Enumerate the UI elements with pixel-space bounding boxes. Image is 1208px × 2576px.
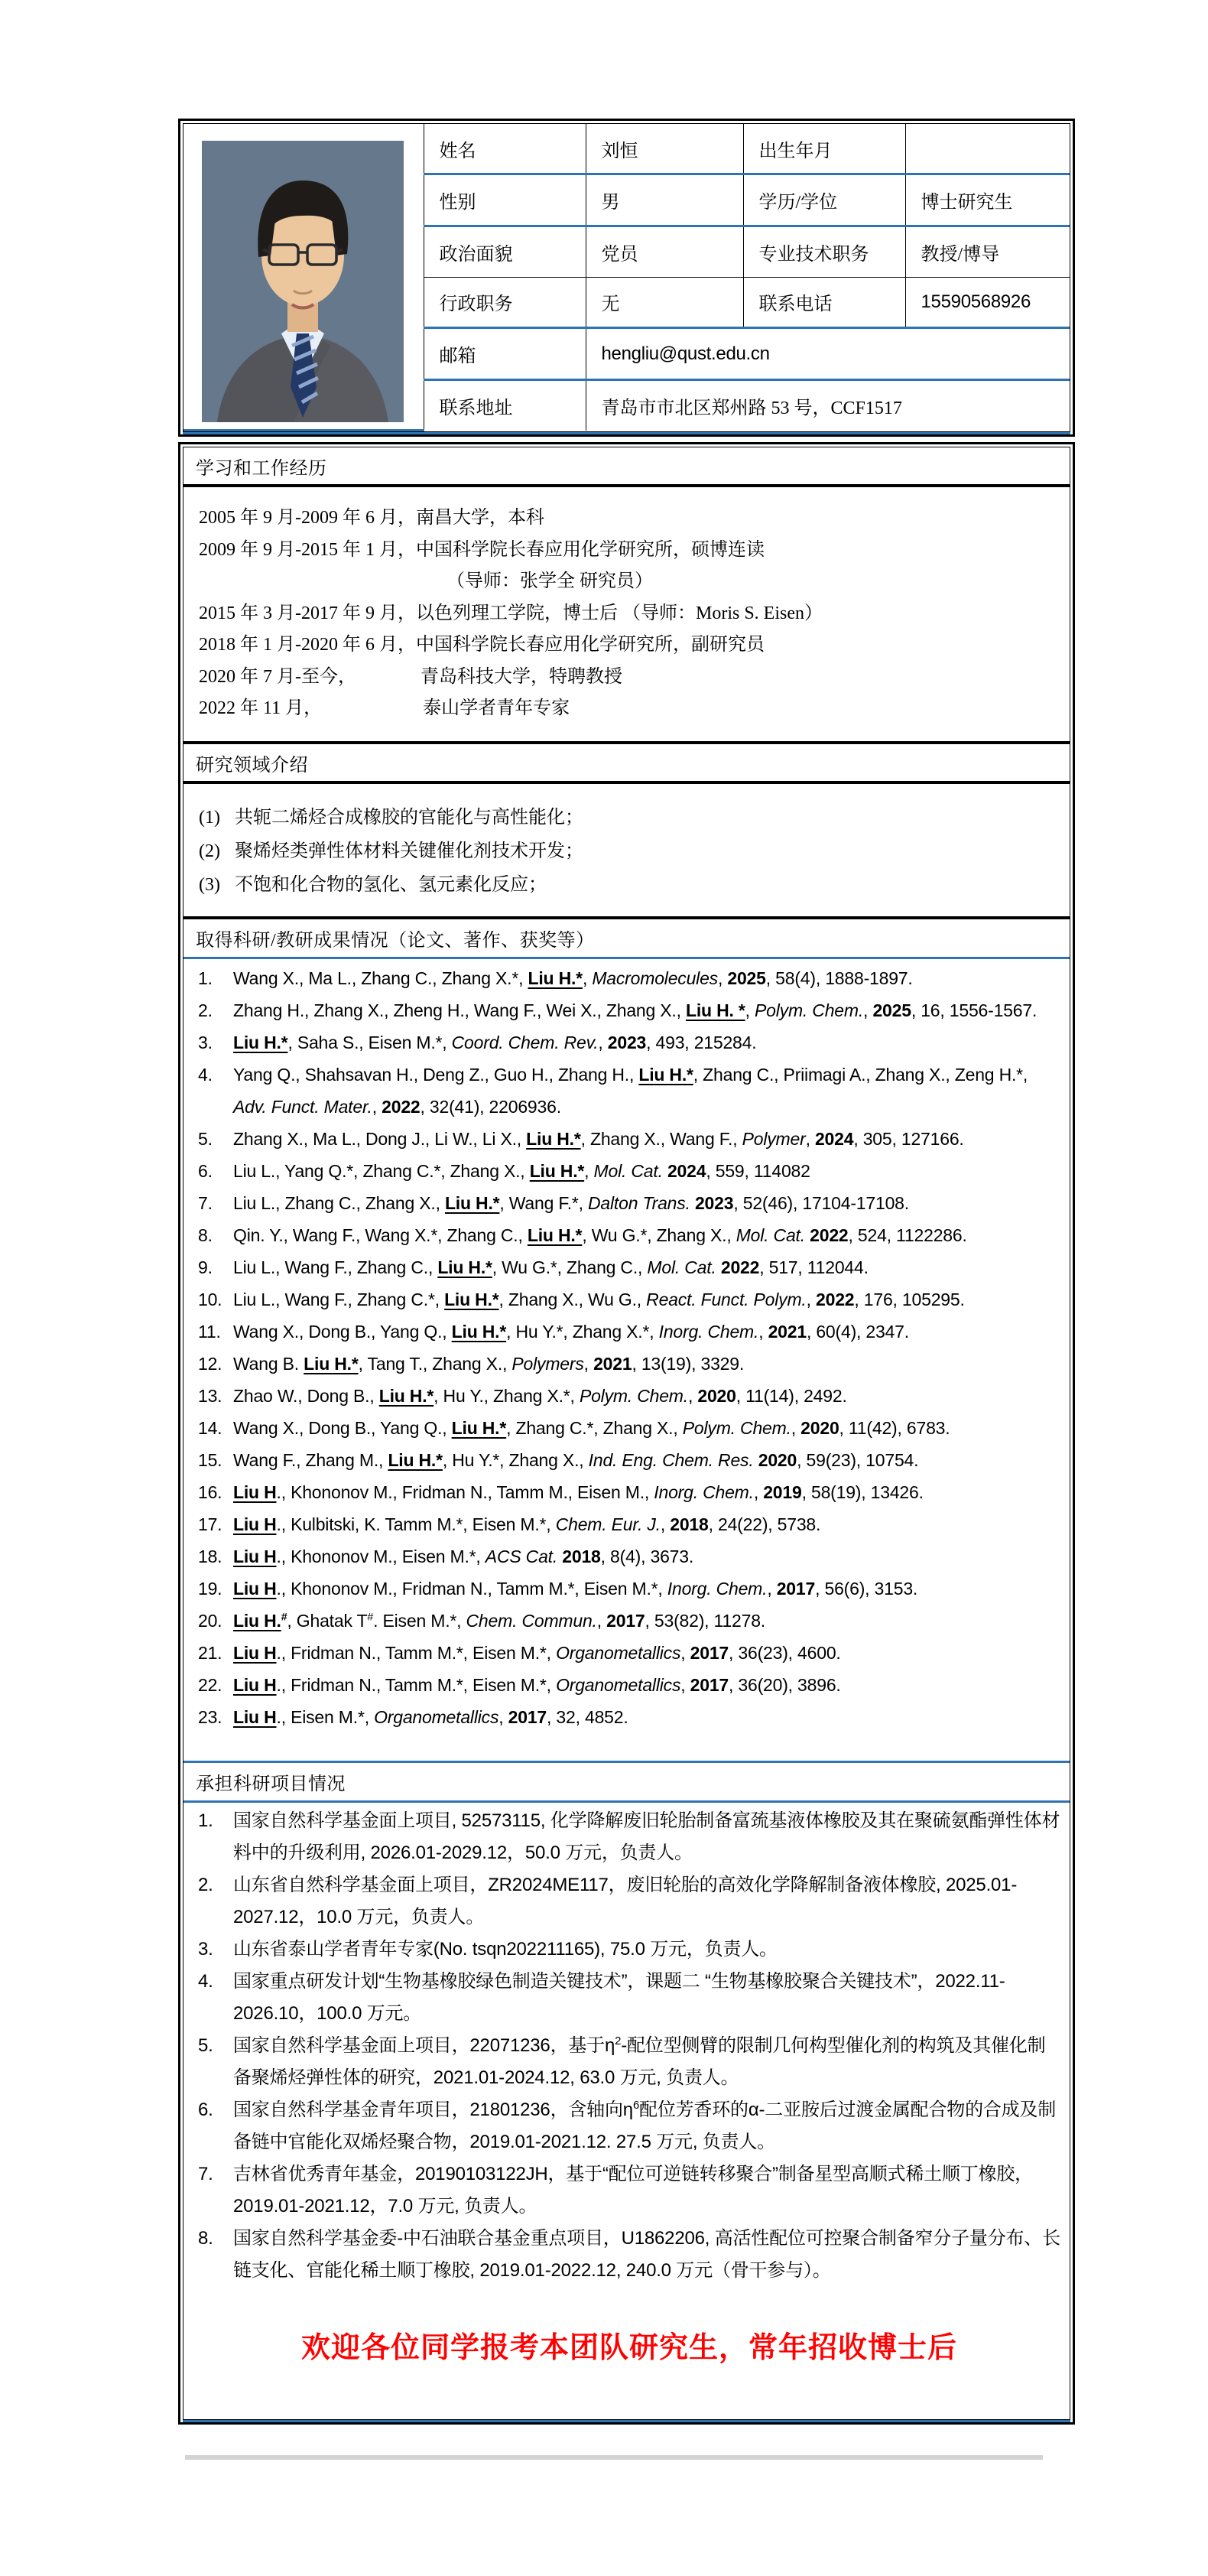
publication-number: 10. <box>198 1290 222 1309</box>
publication-reference: Liu L., Zhang C., Zhang X., Liu H.*, Wang F.*, Dalton Trans. 2023, 52(46), 17104-17108. <box>233 1193 909 1213</box>
publication-reference: Liu H.#, Ghatak T#. Eisen M.*, Chem. Commun., 2017, 53(82), 11278. <box>233 1611 766 1631</box>
portrait-photo <box>202 141 404 422</box>
experience-section <box>183 487 1070 744</box>
research-area-number: (2) <box>199 841 220 861</box>
publication-reference: Liu L., Wang F., Zhang C.*, Liu H.*, Zhang X., Wu G., React. Funct. Polym., 2022, 176, 105295. <box>233 1290 965 1309</box>
table-bottom-accent <box>183 2420 1070 2422</box>
project-description: 国家重点研发计划“生物基橡胶绿色制造关键技术”，课题二 “生物基橡胶聚合关键技术”，2022.11-2026.10，100.0 万元。 <box>233 1971 1005 2024</box>
publication-item <box>198 1123 1059 1155</box>
research-area-number: (1) <box>199 808 220 828</box>
publication-number: 2. <box>198 1000 213 1020</box>
info-label-birth: 出生年月 <box>743 124 905 174</box>
publication-reference: Zhang X., Ma L., Dong J., Li W., Li X., Liu H.*, Zhang X., Wang F., Polymer, 2024, 305, 127166. <box>233 1129 964 1149</box>
research-area-item <box>199 868 1054 902</box>
experience-line: 2020 年 7 月-至今， 青岛科技大学，特聘教授 <box>199 666 622 687</box>
publication-reference: Liu H., Kulbitski, K. Tamm M.*, Eisen M.*, Chem. Eur. J., 2018, 24(22), 5738. <box>233 1514 821 1534</box>
research-area-item <box>199 801 1054 834</box>
project-description: 国家自然科学基金面上项目，22071236，基于$\eta^2-$配位型侧臂的限制几何构型催化剂的构筑及其催化制备聚烯烃弹性体的研究，2021.01-2024.12, 63.0 万元, 负责人。 <box>233 2035 1046 2088</box>
info-label-title: 专业技术职务 <box>743 226 905 277</box>
publication-number: 12. <box>198 1354 222 1374</box>
project-item <box>198 2158 1060 2223</box>
info-value-political: 党员 <box>586 226 743 277</box>
project-item <box>198 2223 1060 2287</box>
info-value-phone: 15590568926 <box>905 277 1070 327</box>
project-number: 1. <box>198 1810 213 1831</box>
section-title-projects: 承担科研项目情况 <box>183 1763 1070 1803</box>
project-item <box>198 1869 1060 1934</box>
publication-reference: Wang X., Ma L., Zhang C., Zhang X.*, Liu H.*, Macromolecules, 2025, 58(4), 1888-1897. <box>233 968 913 988</box>
research-area-text: 共轭二烯烃合成橡胶的官能化与高性能化； <box>235 808 583 828</box>
project-item <box>198 1934 1060 1966</box>
publications-section <box>183 959 1070 1763</box>
info-label-degree: 学历/学位 <box>743 174 905 226</box>
publication-number: 14. <box>198 1418 222 1438</box>
info-value-name: 刘恒 <box>586 124 743 174</box>
publication-item <box>198 1155 1059 1187</box>
projects-section <box>183 1803 1070 2419</box>
recruitment-notice: 欢迎各位同学报考本团队研究生，常年招收博士后 <box>300 2332 957 2364</box>
page-bottom-divider <box>185 2455 1043 2460</box>
personal-info-table <box>178 119 1075 437</box>
publication-reference: Zhao W., Dong B., Liu H.*, Hu Y., Zhang X.*, Polym. Chem., 2020, 11(14), 2492. <box>233 1386 847 1406</box>
experience-line: 2018 年 1 月-2020 年 6 月，中国科学院长春应用化学研究所，副研究员 <box>199 635 765 655</box>
publication-number: 7. <box>198 1193 213 1213</box>
publication-reference: Wang B. Liu H.*, Tang T., Zhang X., Polymers, 2021, 13(19), 3329. <box>233 1354 745 1374</box>
publication-item <box>198 1605 1059 1637</box>
publication-number: 16. <box>198 1482 222 1502</box>
publication-reference: Liu H., Khononov M., Eisen M.*, ACS Cat. 2018, 8(4), 3673. <box>233 1547 694 1566</box>
publication-number: 18. <box>198 1547 222 1566</box>
publication-number: 23. <box>198 1707 222 1727</box>
research-area-item <box>199 834 1054 868</box>
publication-reference: Liu H., Fridman N., Tamm M.*, Eisen M.*, Organometallics, 2017, 36(23), 4600. <box>233 1643 841 1663</box>
info-value-degree: 博士研究生 <box>905 174 1070 226</box>
publication-reference: Wang X., Dong B., Yang Q., Liu H.*, Zhang C.*, Zhang X., Polym. Chem., 2020, 11(42), 6783. <box>233 1418 950 1438</box>
section-title-publications: 取得科研/教研成果情况（论文、著作、获奖等） <box>183 919 1070 959</box>
publication-reference: Wang F., Zhang M., Liu H.*, Hu Y.*, Zhang X., Ind. Eng. Chem. Res. 2020, 59(23), 10754. <box>233 1450 919 1470</box>
info-label-address: 联系地址 <box>424 380 586 431</box>
project-number: 6. <box>198 2100 213 2120</box>
publication-number: 6. <box>198 1161 213 1181</box>
project-item <box>198 1805 1060 1869</box>
publication-reference: Liu H.*, Saha S., Eisen M.*, Coord. Chem. Rev., 2023, 493, 215284. <box>233 1033 757 1052</box>
publication-number: 22. <box>198 1675 222 1695</box>
section-title-experience: 学习和工作经历 <box>183 447 1070 487</box>
research-areas-section <box>183 784 1070 919</box>
publication-item <box>198 1701 1059 1733</box>
publication-number: 3. <box>198 1033 213 1052</box>
publication-item <box>198 1573 1059 1605</box>
research-area-text: 聚烯烃类弹性体材料关键催化剂技术开发； <box>235 841 583 861</box>
publication-reference: Qin. Y., Wang F., Wang X.*, Zhang C., Liu H.*, Wu G.*, Zhang X., Mol. Cat. 2022, 524, 1122286. <box>233 1225 967 1245</box>
publication-item <box>198 1348 1059 1380</box>
experience-line: 2015 年 3 月-2017 年 9 月，以色列理工学院，博士后 （导师：Moris S. Eisen） <box>199 603 823 623</box>
publication-item <box>198 1637 1059 1669</box>
experience-line: 2005 年 9 月-2009 年 6 月，南昌大学，本科 <box>199 508 544 528</box>
publication-item <box>198 1251 1059 1283</box>
publication-number: 1. <box>198 968 213 988</box>
project-item <box>198 1966 1060 2030</box>
project-number: 2. <box>198 1875 213 1895</box>
research-area-number: (3) <box>199 875 220 895</box>
project-item <box>198 2030 1060 2094</box>
project-item <box>198 2094 1060 2158</box>
info-label-gender: 性别 <box>424 174 586 226</box>
project-description: 山东省自然科学基金面上项目，ZR2024ME117，废旧轮胎的高效化学降解制备液体橡胶, 2025.01-2027.12，10.0 万元，负责人。 <box>233 1875 1018 1927</box>
project-number: 4. <box>198 1971 213 1992</box>
experience-line: （导师：张学全 研究员） <box>199 571 653 591</box>
project-number: 7. <box>198 2164 213 2184</box>
publication-number: 20. <box>198 1611 222 1631</box>
publication-number: 5. <box>198 1129 213 1149</box>
publication-reference: Wang X., Dong B., Yang Q., Liu H.*, Hu Y.*, Zhang X.*, Inorg. Chem., 2021, 60(4), 2347. <box>233 1322 909 1342</box>
info-value-admin: 无 <box>586 277 743 327</box>
publication-item <box>198 1059 1059 1123</box>
project-description: 吉林省优秀青年基金，20190103122JH，基于“配位可逆链转移聚合”制备星型高顺式稀土顺丁橡胶，2019.01-2021.12，7.0 万元, 负责人。 <box>233 2164 1033 2217</box>
publication-item <box>198 1283 1059 1316</box>
publication-number: 17. <box>198 1514 222 1534</box>
info-value-gender: 男 <box>586 174 743 226</box>
publication-item <box>198 994 1059 1026</box>
info-label-admin: 行政职务 <box>424 277 586 327</box>
publication-reference: Liu H., Khononov M., Fridman N., Tamm M.*, Eisen M.*, Inorg. Chem., 2017, 56(6), 3153. <box>233 1579 918 1599</box>
publication-item <box>198 1508 1059 1540</box>
publication-number: 19. <box>198 1579 222 1599</box>
publication-number: 15. <box>198 1450 222 1470</box>
project-number: 8. <box>198 2228 213 2249</box>
info-value-address: 青岛市市北区郑州路 53 号，CCF1517 <box>586 380 1070 431</box>
project-description: 国家自然科学基金青年项目，21801236，含轴向$\eta^6$配位芳香环的α-二亚胺后过渡金属配合物的合成及制备链中官能化双烯烃聚合物，2019.01-2021.12. 27.5 万元, 负责人。 <box>233 2100 1057 2152</box>
publication-number: 13. <box>198 1386 222 1406</box>
projects-list <box>198 1805 1060 2287</box>
publication-reference: Yang Q., Shahsavan H., Deng Z., Guo H., Zhang H., Liu H.*, Zhang C., Priimagi A., Zhang X., Zeng H.*, Adv. Funct. Mater., 2022, 32(41), 2206936. <box>233 1065 1028 1117</box>
publication-item <box>198 1412 1059 1444</box>
publication-reference: Zhang H., Zhang X., Zheng H., Wang F., Wei X., Zhang X., Liu H. *, Polym. Chem., 2025, 16, 1556-1567. <box>233 1000 1038 1020</box>
publication-number: 21. <box>198 1643 222 1663</box>
publication-number: 11. <box>198 1322 221 1342</box>
publication-item <box>198 1444 1059 1476</box>
project-number: 5. <box>198 2035 213 2056</box>
publication-item <box>198 1219 1059 1251</box>
section-title-research-areas: 研究领域介绍 <box>183 744 1070 784</box>
publication-number: 8. <box>198 1225 213 1245</box>
publication-item <box>198 1187 1059 1219</box>
experience-line: 2022 年 11 月， 泰山学者青年专家 <box>199 698 570 718</box>
publication-reference: Liu L., Yang Q.*, Zhang C.*, Zhang X., Liu H.*, Mol. Cat. 2024, 559, 114082 <box>233 1161 810 1181</box>
publication-item <box>198 1380 1059 1412</box>
publication-reference: Liu H., Eisen M.*, Organometallics, 2017, 32, 4852. <box>233 1707 628 1727</box>
info-value-birth <box>905 124 1070 174</box>
experience-line: 2009 年 9 月-2015 年 1 月，中国科学院长春应用化学研究所，硕博连读 <box>199 539 765 560</box>
research-area-text: 不饱和化合物的氢化、氢元素化反应； <box>235 875 547 895</box>
project-description: 国家自然科学基金面上项目, 52573115, 化学降解废旧轮胎制备富巯基液体橡胶及其在聚硫氨酯弹性体材料中的升级利用, 2026.01-2029.12，50.0 万元，负责人。 <box>233 1810 1060 1863</box>
photo-cell <box>183 124 424 431</box>
info-value-email: hengliu@qust.edu.cn <box>586 328 1070 380</box>
publication-number: 9. <box>198 1257 213 1277</box>
cv-sections-table <box>178 442 1075 2425</box>
publication-item <box>198 1476 1059 1508</box>
project-number: 3. <box>198 1939 213 1960</box>
info-label-political: 政治面貌 <box>424 226 586 277</box>
info-label-phone: 联系电话 <box>743 277 905 327</box>
project-description: 国家自然科学基金委-中石油联合基金重点项目，U1862206, 高活性配位可控聚合制备窄分子量分布、长链支化、官能化稀土顺丁橡胶, 2019.01-2022.12, 240.0 万元（骨干参与）。 <box>233 2228 1060 2281</box>
info-label-email: 邮箱 <box>424 328 586 380</box>
publication-item <box>198 1316 1059 1348</box>
info-value-title: 教授/博导 <box>905 226 1070 277</box>
publication-item <box>198 1026 1059 1059</box>
publication-number: 4. <box>198 1065 213 1085</box>
publication-item <box>198 1669 1059 1701</box>
publication-reference: Liu H., Khononov M., Fridman N., Tamm M., Eisen M., Inorg. Chem., 2019, 58(19), 13426. <box>233 1482 924 1502</box>
publication-reference: Liu H., Fridman N., Tamm M.*, Eisen M.*, Organometallics, 2017, 36(20), 3896. <box>233 1675 841 1695</box>
publication-reference: Liu L., Wang F., Zhang C., Liu H.*, Wu G.*, Zhang C., Mol. Cat. 2022, 517, 112044. <box>233 1257 869 1277</box>
publication-item <box>198 962 1059 994</box>
project-description: 山东省泰山学者青年专家(No. tsqn202211165), 75.0 万元，负责人。 <box>233 1939 778 1960</box>
table-bottom-accent <box>183 432 1070 434</box>
info-label-name: 姓名 <box>424 124 586 174</box>
publication-item <box>198 1540 1059 1573</box>
